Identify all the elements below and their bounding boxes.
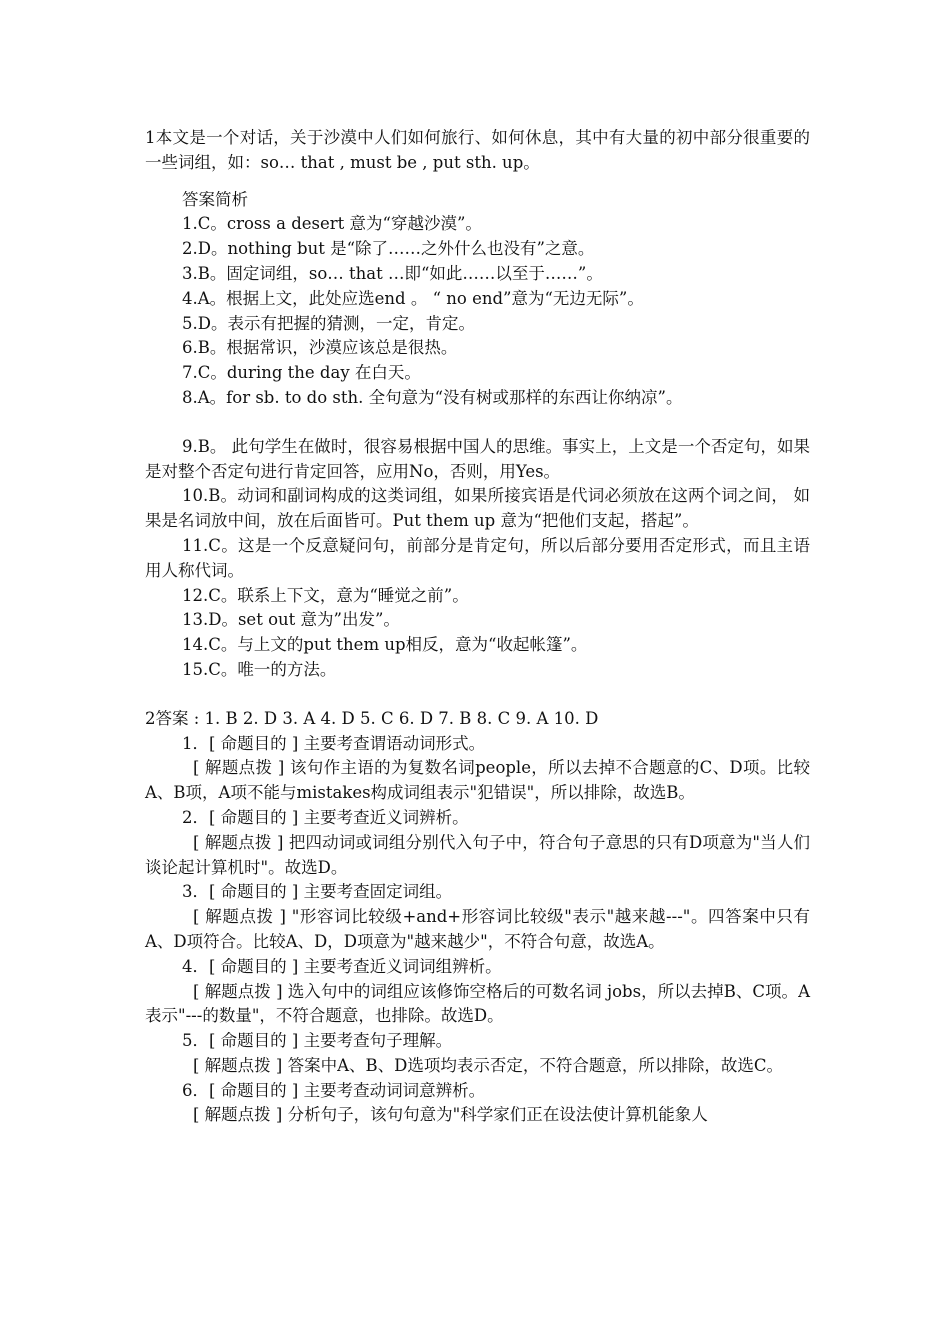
hint-paragraph: [ 解题点拨 ] 把四动词或词组分别代入句子中，符合句子意思的只有D项意为"当人们谈论起计算机时"。故选D。 [145, 832, 810, 877]
hint-paragraph: [ 解题点拨 ] 选入句中的词组应该修饰空格后的可数名词 jobs，所以去掉B、C项。A表示"---的数量"，不符合题意，也排除。故选D。 [145, 981, 810, 1026]
answer-item: 14.C。与上文的put them up相反，意为“收起帐篷”。 [182, 635, 588, 655]
answer-item: 13.D。set out 意为”出发”。 [182, 610, 400, 630]
answer-item: 10.B。动词和副词构成的这类词组，如果所接宾语是代词必须放在这两个词之间， 如果是名词放中间，放在后面皆可。Put them up 意为“把他们支起，搭起”。 [145, 486, 810, 531]
purpose-line: 1．[ 命题目的 ] 主要考查谓语动词形式。 [182, 733, 486, 753]
purpose-line: 4．[ 命题目的 ] 主要考查近义词词组辨析。 [182, 956, 502, 976]
answer-item: 9.B。 此句学生在做时，很容易根据中国人的思维。事实上，上文是一个否定句，如果是对整个否定句进行肯定回答，应用No，否则，用Yes。 [145, 436, 810, 481]
hint-paragraph: [ 解题点拨 ] 该句作主语的为复数名词people，所以去掉不合题意的C、D项。比较A、B项，A项不能与mistakes构成词组表示"犯错误"，所以排除，故选B。 [145, 758, 810, 803]
answer-item: 15.C。唯一的方法。 [182, 659, 337, 679]
document-page [145, 126, 810, 1128]
answer-item: 3.B。固定词组，so… that …即“如此……以至于……”。 [182, 263, 603, 283]
answer-item: 2.D。nothing but 是“除了……之外什么也没有”之意。 [182, 239, 595, 259]
section2-answers: 2答案 : 1. B 2. D 3. A 4. D 5. C 6. D 7. B 8. C 9. A 10. D [145, 708, 599, 728]
answer-item: 5.D。表示有把握的猜测，一定，肯定。 [182, 313, 475, 333]
purpose-line: 6．[ 命题目的 ] 主要考查动词词意辨析。 [182, 1080, 486, 1100]
answer-item: 8.A。for sb. to do sth. 全句意为“没有树或那样的东西让你纳凉”。 [182, 387, 683, 407]
section1-heading: 答案简析 [182, 189, 248, 209]
answer-item: 7.C。during the day 在白天。 [182, 363, 421, 383]
answer-item: 12.C。联系上下文，意为“睡觉之前”。 [182, 585, 469, 605]
answer-item: 11.C。这是一个反意疑问句，前部分是肯定句，所以后部分要用否定形式，而且主语用人称代词。 [145, 535, 810, 580]
hint-paragraph: [ 解题点拨 ] 分析句子，该句句意为"科学家们正在设法使计算机能象人 [193, 1105, 708, 1125]
purpose-line: 2．[ 命题目的 ] 主要考查近义词辨析。 [182, 807, 469, 827]
purpose-line: 5．[ 命题目的 ] 主要考查句子理解。 [182, 1031, 453, 1051]
purpose-line: 3．[ 命题目的 ] 主要考查固定词组。 [182, 882, 453, 902]
section1-intro: 1本文是一个对话，关于沙漠中人们如何旅行、如何休息，其中有大量的初中部分很重要的一些词组，如：so… that , must be , put sth. up。 [145, 128, 810, 172]
hint-paragraph: [ 解题点拨 ] "形容词比较级+and+形容词比较级"表示"越来越---"。四答案中只有A、D项符合。比较A、D，D项意为"越来越少"，不符合句意，故选A。 [145, 907, 810, 951]
answer-item: 1.C。cross a desert 意为“穿越沙漠”。 [182, 214, 482, 234]
answer-item: 4.A。根据上文，此处应选end 。 “ no end”意为“无边无际”。 [182, 288, 644, 308]
hint-paragraph: [ 解题点拨 ] 答案中A、B、D选项均表示否定，不符合题意，所以排除，故选C。 [193, 1055, 784, 1075]
answer-item: 6.B。根据常识，沙漠应该总是很热。 [182, 338, 458, 358]
